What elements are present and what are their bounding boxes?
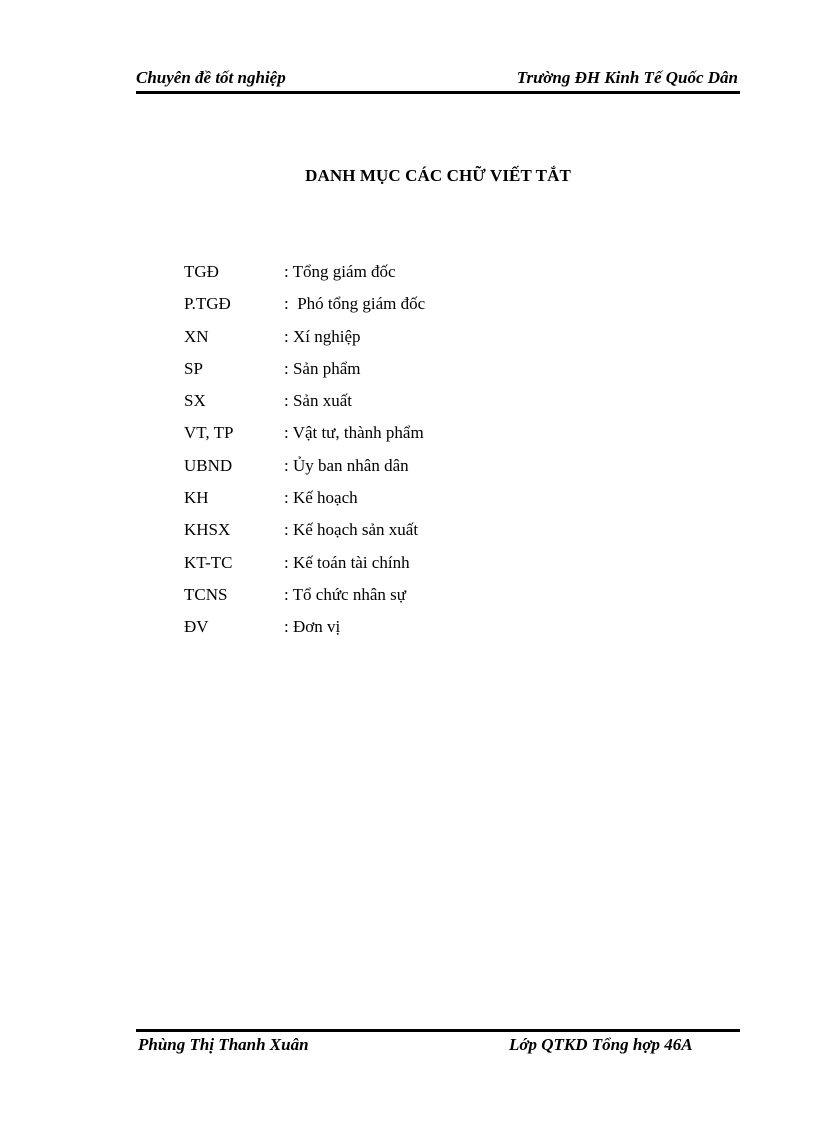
abbreviation-definition: : Tổ chức nhân sự — [284, 584, 406, 604]
abbreviation-term: VT, TP — [184, 423, 234, 443]
abbreviation-row — [184, 292, 584, 324]
abbreviation-row — [184, 615, 584, 647]
abbreviation-definition: : Phó tổng giám đốc — [284, 294, 426, 314]
abbreviation-term: SP — [184, 358, 203, 378]
footer-author: Phùng Thị Thanh Xuân — [138, 1035, 309, 1054]
abbreviation-term: SX — [184, 391, 206, 411]
page-footer — [136, 1035, 740, 1057]
abbreviation-row — [184, 389, 584, 421]
abbreviation-definition: : Tổng giám đốc — [284, 262, 396, 281]
abbreviation-row — [184, 357, 584, 389]
abbreviation-definition: : Vật tư, thành phẩm — [284, 423, 424, 443]
abbreviation-definition: : Ủy ban nhân dân — [284, 455, 409, 475]
abbreviation-row — [184, 486, 584, 518]
abbreviation-term: XN — [184, 326, 209, 346]
header-rule — [136, 91, 740, 94]
abbreviation-term: ĐV — [184, 617, 209, 637]
abbreviation-term: P.TGĐ — [184, 294, 231, 314]
footer-class: Lớp QTKD Tổng hợp 46A — [509, 1035, 693, 1054]
page-header — [136, 68, 740, 90]
header-document-type: Chuyên đề tốt nghiệp — [136, 68, 286, 87]
abbreviation-row — [184, 551, 584, 583]
page-title: DANH MỤC CÁC CHỮ VIẾT TẮT — [305, 166, 571, 185]
abbreviation-definition: : Sản phẩm — [284, 358, 361, 378]
abbreviation-definition: : Kế toán tài chính — [284, 552, 410, 572]
abbreviation-row — [184, 325, 584, 357]
abbreviation-term: UBND — [184, 455, 233, 475]
abbreviation-term: KT-TC — [184, 552, 233, 572]
abbreviation-term: KH — [184, 488, 209, 508]
abbreviation-row — [184, 518, 584, 550]
footer-rule — [136, 1029, 740, 1032]
abbreviation-row — [184, 421, 584, 453]
abbreviation-definition: : Kế hoạch sản xuất — [284, 520, 419, 540]
abbreviation-term: KHSX — [184, 520, 231, 540]
abbreviation-list — [184, 260, 584, 648]
abbreviation-row — [184, 583, 584, 615]
header-university: Trường ĐH Kinh Tế Quốc Dân — [516, 68, 738, 87]
abbreviation-definition: : Sản xuất — [284, 391, 352, 411]
abbreviation-row — [184, 454, 584, 486]
abbreviation-definition: : Đơn vị — [284, 617, 341, 637]
abbreviation-row — [184, 260, 584, 292]
abbreviation-definition: : Xí nghiệp — [284, 326, 361, 346]
abbreviation-term: TGĐ — [184, 262, 219, 281]
abbreviation-definition: : Kế hoạch — [284, 488, 358, 508]
abbreviation-term: TCNS — [184, 584, 228, 604]
